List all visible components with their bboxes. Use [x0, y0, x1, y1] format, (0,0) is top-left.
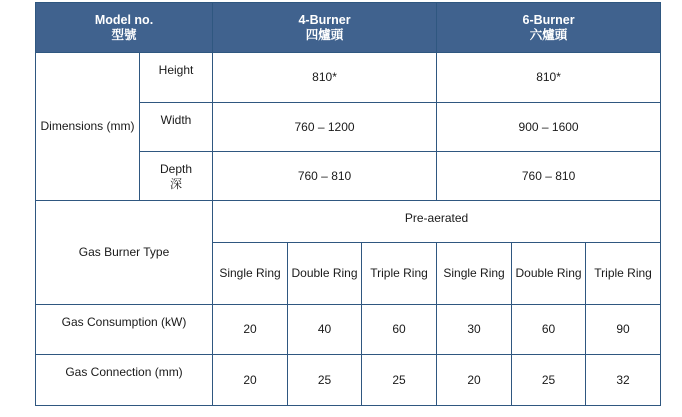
four-burner-label: 4-Burner	[298, 12, 351, 27]
model-no-header	[36, 3, 213, 53]
six-burner-label-zh: 六爐頭	[529, 27, 568, 42]
ring-type-cell: Double Ring	[288, 243, 362, 305]
depth-label-en: Depth	[159, 162, 193, 176]
ring-type-cell: Triple Ring	[586, 243, 661, 305]
depth-label	[140, 152, 213, 201]
ring-type-cell: Triple Ring	[362, 243, 437, 305]
height-value-4-burner: 810*	[213, 53, 437, 103]
dimensions-label: Dimensions (mm)	[36, 53, 140, 201]
model-no-label-zh: 型號	[111, 27, 137, 42]
ring-type-cell: Double Ring	[512, 243, 586, 305]
gas-connection-value: 20	[213, 355, 288, 406]
width-value-6-burner: 900 – 1600	[437, 103, 661, 152]
gas-connection-label: Gas Connection (mm)	[36, 355, 213, 406]
pre-aerated-label: Pre-aerated	[213, 201, 661, 243]
four-burner-header	[213, 3, 437, 53]
gas-consumption-value: 90	[586, 305, 661, 355]
gas-connection-value: 20	[437, 355, 512, 406]
header-row	[36, 3, 661, 53]
depth-value-6-burner: 760 – 810	[437, 152, 661, 201]
gas-connection-value: 25	[288, 355, 362, 406]
height-row	[36, 53, 661, 103]
width-label: Width	[140, 103, 213, 152]
ring-type-cell: Single Ring	[437, 243, 512, 305]
model-no-label: Model no.	[94, 12, 154, 27]
pre-aerated-row	[36, 201, 661, 243]
width-value-4-burner: 760 – 1200	[213, 103, 437, 152]
six-burner-header	[437, 3, 661, 53]
height-label: Height	[140, 53, 213, 103]
gas-consumption-label: Gas Consumption (kW)	[36, 305, 213, 355]
gas-connection-value: 25	[512, 355, 586, 406]
gas-consumption-value: 60	[512, 305, 586, 355]
gas-consumption-value: 40	[288, 305, 362, 355]
gas-burner-type-label: Gas Burner Type	[36, 201, 213, 305]
four-burner-label-zh: 四爐頭	[305, 27, 344, 42]
height-value-6-burner: 810*	[437, 53, 661, 103]
gas-connection-value: 25	[362, 355, 437, 406]
gas-consumption-row	[36, 305, 661, 355]
gas-connection-row	[36, 355, 661, 406]
ring-type-cell: Single Ring	[213, 243, 288, 305]
gas-consumption-value: 30	[437, 305, 512, 355]
gas-consumption-value: 20	[213, 305, 288, 355]
six-burner-label: 6-Burner	[522, 12, 575, 27]
specification-table	[35, 2, 661, 406]
gas-connection-value: 32	[586, 355, 661, 406]
depth-value-4-burner: 760 – 810	[213, 152, 437, 201]
gas-consumption-value: 60	[362, 305, 437, 355]
depth-label-zh: 深	[170, 177, 183, 191]
